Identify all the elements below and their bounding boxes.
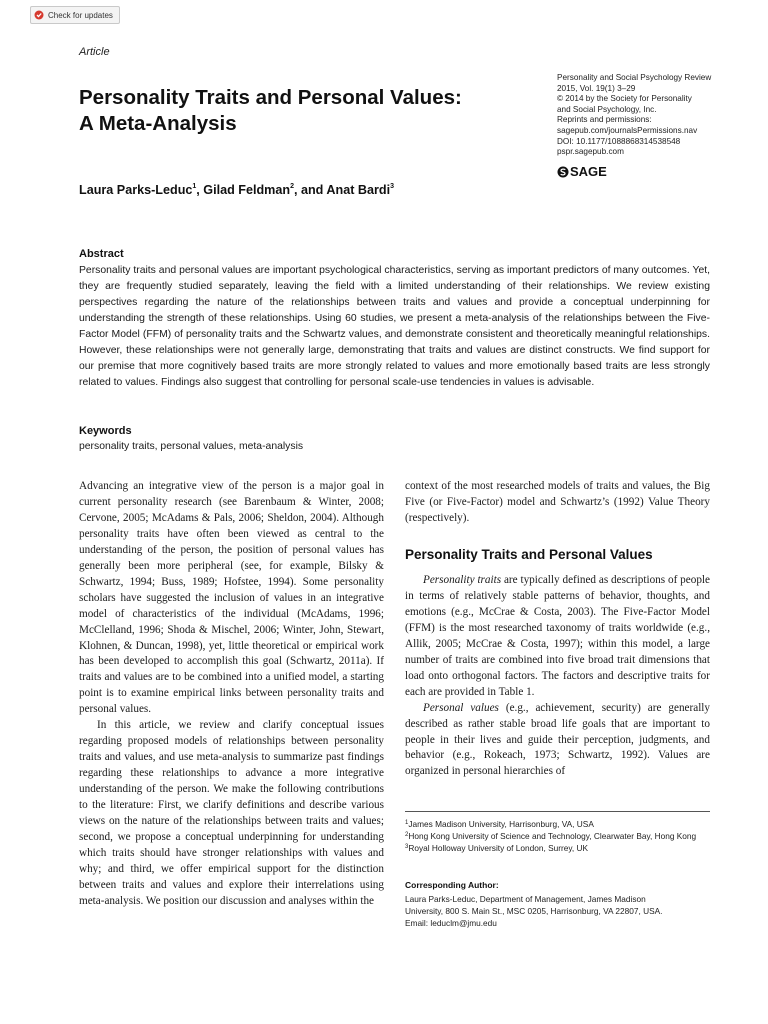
updates-label: Check for updates: [48, 10, 113, 20]
corresponding-author-details: [405, 893, 710, 929]
copyright-line-1: © 2014 by the Society for Personality: [557, 94, 692, 104]
paper-title: [79, 85, 529, 137]
body-paragraph: [405, 701, 710, 781]
affiliation-footnotes: [405, 819, 710, 854]
body-paragraph: Advancing an integrative view of the person is a major goal in current personality research (see Barenbaum & Winter, 2008; Cervone, 2005; McAdams & Pals, 2006; Sheldon, 2004). Although personality traits have often been viewed as central to the understanding of the person, the position of personal values has generally been more peripheral (see, for example, Bilsky & Schwartz, 1994; Buss, 1989; Hofstee, 1994). Some personality scholars have suggested the inclusion of values in an integrative model of characteristics of the individual (McAdams, 1996; McClelland, 1996; Shoda & Mischel, 2006; Winter, John, Stewart, Klohnen, & Duncan, 1998), yet, little theoretical or empirical work has been developed to accomplish this goal (Schwartz, 2011a). If traits and values are to be combined into a unified model, a starting point is to examine empirical links between personality traits and personal values.: [79, 480, 384, 716]
keywords-heading: Keywords: [79, 425, 132, 437]
corresponding-email[interactable]: Email: leduclm@jmu.edu: [405, 918, 497, 928]
corresponding-line: University, 800 S. Main St., MSC 0205, Harrisonburg, VA 22807, USA.: [405, 906, 663, 916]
footnote: [405, 819, 710, 831]
permissions-link[interactable]: sagepub.com/journalsPermissions.nav: [557, 125, 698, 135]
body-right-column: [405, 573, 710, 780]
author-affiliation: 3: [390, 183, 394, 190]
keywords-text: personality traits, personal values, meta-analysis: [79, 441, 304, 452]
section-heading: Personality Traits and Personal Values: [405, 547, 653, 562]
footnote-number: 3: [405, 843, 409, 850]
abstract-heading: Abstract: [79, 248, 124, 260]
footnote-divider: [405, 811, 710, 812]
abstract-text: Personality traits and personal values are important psychological characteristics, serving as important predictors of many outcomes. Yet, they are frequently studied separately, leaving the field with a limited understanding of their relationships. We review existing perspectives regarding the nature of the relationships between traits and values and provide a conceptual underpinning for understanding the strength of these relationships. Using 60 studies, we present a meta-analysis of the relationships between the Five-Factor Model (FFM) of personality traits and the Schwartz values, and demonstrate consistent and theoretically meaningful relationships. However, these relationships were not generally large, demonstrating that traits and values are distinct constructs. We find support for our premise that more cognitively based traits are more strongly related to values and more emotionally based traits are less strongly related to values. Findings also suggest that controlling for personal scale-use tendencies in values is advisable.: [79, 265, 710, 388]
article-type-label: Article: [79, 46, 110, 58]
corresponding-author-heading: Corresponding Author:: [405, 880, 499, 890]
footnote-text: James Madison University, Harrisonburg, VA, USA: [408, 819, 594, 829]
title-line-2: A Meta-Analysis: [79, 112, 237, 135]
author-name: Laura Parks-Leduc: [79, 183, 193, 197]
footnote-text: Hong Kong University of Science and Technology, Clearwater Bay, Hong Kong: [408, 830, 697, 841]
body-paragraph: In this article, we review and clarify conceptual issues regarding proposed models of relationships between personality traits and values, and use meta-analysis to summarize past findings regarding these relationships to advance a more integrative understanding of the person. We make the following contributions to the literature: First, we clarify definitions and describe various views on the nature of the relationships between traits and values; second, we propose a conceptual underpinning for understanding which traits should have stronger relationships with values and why; and third, we offer empirical support for the distinction between traits and values and explore their interrelations using meta-analysis. We position our discussion and analyses within the: [79, 719, 384, 907]
sage-wordmark: SAGE: [570, 164, 607, 179]
footnote: [405, 843, 710, 855]
author-separator: , and: [293, 183, 327, 197]
journal-site-link[interactable]: pspr.sagepub.com: [557, 147, 624, 157]
sage-swirl-icon: [557, 166, 569, 178]
author-list: [79, 183, 394, 197]
author-name: Gilad Feldman: [203, 183, 291, 197]
footnote-text: Royal Holloway University of London, Surrey, UK: [408, 842, 589, 853]
reprints-label: Reprints and permissions:: [557, 115, 652, 125]
corresponding-line: Laura Parks-Leduc, Department of Management, James Madison: [405, 894, 646, 904]
sage-logo: [557, 164, 607, 179]
footnote-number: 1: [405, 820, 409, 826]
title-line-1: Personality Traits and Personal Values:: [79, 86, 462, 109]
paragraph-text: are typically defined as descriptions of people in terms of relatively stable patterns of behavior, thoughts, and emotions (e.g., McCrae & Costa, 2003). The Five-Factor Model (FFM) is the most researched taxonomy of traits worldwide (e.g., Allik, 2005; McCrae & Costa, 1997); within this model, a large number of traits are combined into five broad trait dimensions that load onto orthogonal factors. The factors and descriptive traits for each are provided in Table 1.: [405, 574, 710, 698]
paragraph-text: (e.g., achievement, security) are generally described as rather stable broad life goals that are important to people in their lives and guide their perception, judgments, and behavior (e.g., Rokeach, 1973; Schwartz, 1992). Values are organized in personal hierarchies of: [405, 701, 710, 778]
copyright-line-2: and Social Psychology, Inc.: [557, 104, 657, 114]
doi-link[interactable]: DOI: 10.1177/1088868314538548: [557, 136, 681, 146]
body-right-intro: [405, 479, 710, 527]
body-left-column: [79, 479, 384, 910]
updates-crossmark-icon: [34, 10, 44, 20]
term-personal-values: Personal values: [423, 701, 499, 714]
journal-info: [557, 73, 757, 158]
footnote: [405, 831, 710, 843]
check-for-updates-badge[interactable]: [30, 6, 120, 24]
journal-name: Personality and Social Psychology Review: [557, 73, 712, 82]
author-affiliation: 1: [192, 183, 197, 190]
author-name: Anat Bardi: [326, 183, 391, 197]
author-affiliation: 2: [290, 183, 294, 190]
footnote-number: 2: [405, 831, 409, 838]
body-paragraph: [405, 573, 710, 701]
body-paragraph: context of the most researched models of traits and values, the Big Five (or Five-Factor) model and Schwartz’s (1992) Value Theory (respectively).: [405, 480, 710, 524]
term-personality-traits: Personality traits: [423, 574, 502, 586]
journal-volume: 2015, Vol. 19(1) 3–29: [557, 83, 636, 93]
author-separator: ,: [196, 183, 204, 197]
